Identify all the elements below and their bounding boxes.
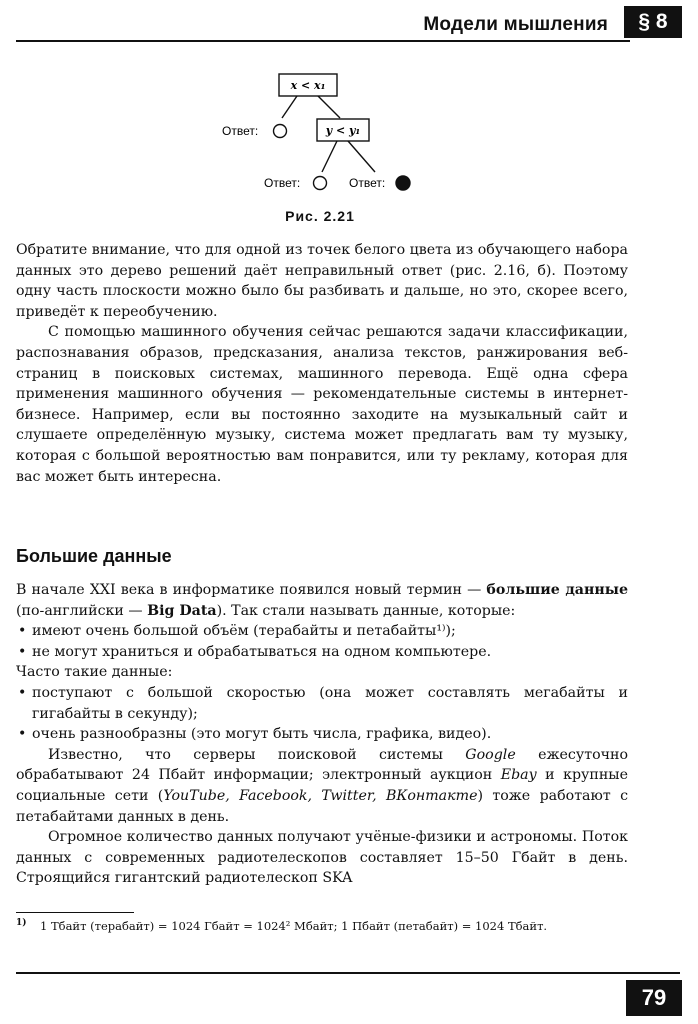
- edge-child-right: [348, 141, 375, 172]
- brand-name: Ebay: [500, 767, 537, 784]
- edge-root-right: [318, 96, 340, 118]
- section-heading: Большие данные: [16, 546, 172, 566]
- answer-label-middle: Ответ:: [264, 176, 301, 190]
- body-text-section: [16, 580, 628, 889]
- footer-rule: [16, 972, 680, 974]
- black-point-icon: [396, 176, 410, 190]
- paragraph: С помощью машинного обучения сейчас решаются задачи классификации, распознавания образов, предсказания, анализа текстов, ранжирования веб-страниц в поисковых системах, машинного перевода. Ещё одна сфера применения машинного обучения — рекомендательные системы в интернет-бизнесе. Например, если вы постоянно заходите на музыкальный сайт и слушаете определённую музыку, система может предлагать вам ту музыку, которая с большой вероятностью вам понравится, или ту рекламу, которая для вас может быть интересна.: [16, 324, 628, 485]
- white-point-icon: [314, 177, 327, 190]
- paragraph: Огромное количество данных получают учёные-физики и астрономы. Поток данных с современных радиотелескопов составляет 15–50 Гбайт в день. Строящийся гигантский радиотелескоп SKA: [16, 829, 628, 887]
- decision-tree-figure: [200, 62, 440, 198]
- list-item: • не могут храниться и обрабатываться на одном компьютере.: [16, 642, 628, 663]
- brand-name: Google: [465, 746, 516, 763]
- answer-label-left: Ответ:: [222, 124, 259, 138]
- term-bold: большие данные: [486, 582, 628, 598]
- edge-child-left: [322, 141, 337, 172]
- root-node-label: x < x₁: [290, 79, 326, 92]
- section-badge: § 8: [624, 6, 682, 38]
- footnote-rule: [16, 912, 134, 913]
- child-node-label: y < y₁: [325, 124, 361, 137]
- bullet-list: [16, 621, 628, 662]
- list-item: • имеют очень большой объём (терабайты и петабайты¹⁾);: [16, 621, 628, 642]
- chapter-title: Модели мышления: [423, 14, 608, 35]
- paragraph: В начале XXI века в информатике появился новый термин — большие данные (по-английски — Big Data). Так стали называть данные, которые:: [16, 582, 628, 619]
- white-point-icon: [274, 125, 287, 138]
- figure-caption: Рис. 2.21: [285, 208, 355, 224]
- brand-names: YouTube, Facebook, Twitter, ВКонтакте: [163, 787, 478, 804]
- header-rule: [16, 40, 630, 42]
- paragraph: Обратите внимание, что для одной из точек белого цвета из обучающего набора данных это дерево решений даёт неправильный ответ (рис. 2.16, б). Поэтому одну часть плоскости можно было бы разбивать и дальше, но это, скорее всего, приведёт к переобучению.: [16, 242, 628, 320]
- paragraph: Известно, что серверы поисковой системы Google ежесуточно обрабатывают 24 Пбайт информации; электронный аукцион Ebay и крупные социальные сети (YouTube, Facebook, Twitter, ВКонтакте) тоже работают с петабайтами данных в день.: [16, 746, 629, 825]
- body-text-top: [16, 240, 628, 487]
- list-item: • поступают с большой скоростью (она может составлять мегабайты и гигабайты в секунду);: [16, 683, 628, 724]
- footnote-mark: 1): [16, 918, 27, 928]
- edge-root-left: [282, 96, 297, 118]
- footnote: [16, 918, 628, 934]
- bullet-list: [16, 683, 628, 745]
- paragraph: Часто такие данные:: [16, 664, 173, 681]
- footnote-text: 1 Тбайт (терабайт) = 1024 Гбайт = 1024² Мбайт; 1 Пбайт (петабайт) = 1024 Тбайт.: [40, 919, 548, 933]
- page-number: 79: [626, 980, 682, 1016]
- term-english: Big Data: [147, 602, 217, 619]
- list-item: • очень разнообразны (это могут быть числа, графика, видео).: [16, 724, 628, 745]
- answer-label-right: Ответ:: [349, 176, 386, 190]
